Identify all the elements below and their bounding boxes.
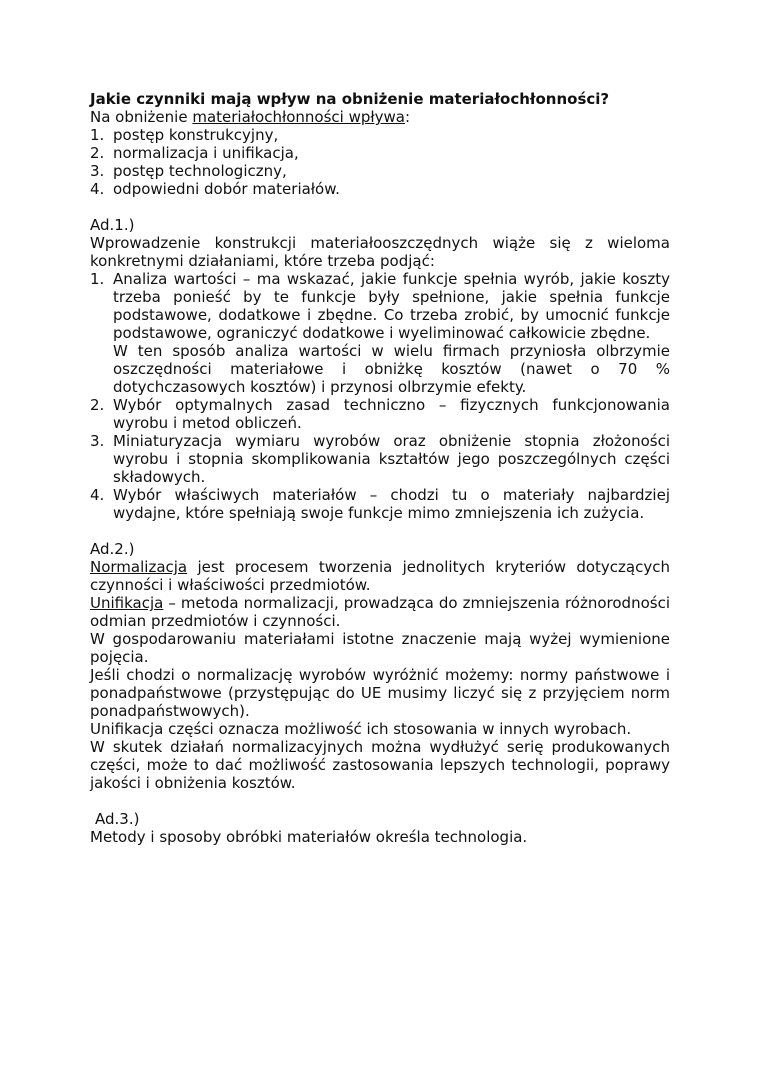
normalizacja-definition: jest procesem tworzenia jednolitych kryteriów dotyczących czynności i właściwości przedmiotów.: [90, 558, 670, 594]
ad1-list: [90, 270, 670, 522]
factor-number: 4.: [90, 180, 105, 198]
ad2-paragraph: Jeśli chodzi o normalizację wyrobów wyróżnić możemy: normy państwowe i ponadpaństwowe (przystępując do UE musimy liczyć się z przyjęciem norm ponadpaństwowych).: [90, 666, 670, 720]
normalizacja-term: Normalizacja: [90, 558, 188, 576]
ad1-item: [90, 270, 670, 396]
ad2-label: Ad.2.): [90, 540, 135, 558]
ad1-item-number: 1.: [90, 270, 105, 288]
ad2-paragraph: W gospodarowaniu materiałami istotne znaczenie mają wyżej wymienione pojęcia.: [90, 630, 670, 666]
spacer: [90, 792, 670, 810]
intro-line: [90, 108, 670, 126]
factor-text: postęp konstrukcyjny,: [113, 126, 279, 144]
factor-text: postęp technologiczny,: [113, 162, 287, 180]
factor-item: [90, 144, 670, 162]
unifikacja-term: Unifikacja: [90, 594, 164, 612]
ad1-item: [90, 432, 670, 486]
intro-before: Na obniżenie: [90, 108, 193, 126]
ad1-item-number: 3.: [90, 432, 105, 450]
factor-item: [90, 162, 670, 180]
intro-underlined: materiałochłonności wpływa: [192, 108, 405, 126]
ad2-unifikacja: [90, 594, 670, 630]
ad1-item-text: Analiza wartości – ma wskazać, jakie funkcje spełnia wyrób, jakie koszty trzeba ponieść by te funkcje były spełnione, jakie spełnia funkcje podstawowe, dodatkowe i zbędne. Co trzeba zrobić, by umocnić funkcje podstawowe, ograniczyć dodatkowe i wyeliminować całkowicie zbędne.: [113, 270, 670, 342]
ad3-text: Metody i sposoby obróbki materiałów określa technologia.: [90, 828, 528, 846]
ad2-paragraph: W skutek działań normalizacyjnych można wydłużyć serię produkowanych części, może to dać możliwość zastosowania lepszych technologii, poprawy jakości i obniżenia kosztów.: [90, 738, 670, 792]
question-heading: Jakie czynniki mają wpływ na obniżenie materiałochłonności?: [90, 90, 610, 108]
ad1-item-number: 4.: [90, 486, 105, 504]
factor-text: normalizacja i unifikacja,: [113, 144, 299, 162]
factors-list: [90, 126, 670, 198]
intro-after: :: [404, 108, 411, 126]
ad1-label: Ad.1.): [90, 216, 135, 234]
factor-text: odpowiedni dobór materiałów.: [113, 180, 340, 198]
ad1-item: [90, 396, 670, 432]
ad1-intro: Wprowadzenie konstrukcji materiałooszczędnych wiąże się z wieloma konkretnymi działaniami, które trzeba podjąć:: [90, 234, 670, 270]
ad1-item-extra: W ten sposób analiza wartości w wielu firmach przyniosła olbrzymie oszczędności materiałowe i obniżkę kosztów (nawet o 70 % dotychczasowych kosztów) i przynosi olbrzymie efekty.: [113, 342, 670, 396]
ad2-normalizacja: [90, 558, 670, 594]
ad3-label: Ad.3.): [95, 810, 140, 828]
spacer: [90, 198, 670, 216]
ad1-item-number: 2.: [90, 396, 105, 414]
unifikacja-definition: – metoda normalizacji, prowadząca do zmniejszenia różnorodności odmian przedmiotów i czynności.: [90, 594, 670, 630]
factor-number: 2.: [90, 144, 105, 162]
ad1-item-text: Wybór optymalnych zasad techniczno – fizycznych funkcjonowania wyrobu i metod obliczeń.: [113, 396, 670, 432]
factor-number: 3.: [90, 162, 105, 180]
factor-item: [90, 126, 670, 144]
ad1-item: [90, 486, 670, 522]
factor-number: 1.: [90, 126, 105, 144]
ad1-item-text: Wybór właściwych materiałów – chodzi tu o materiały najbardziej wydajne, które spełniają swoje funkcje mimo zmniejszenia ich zużycia.: [113, 486, 670, 522]
ad1-item-text: Miniaturyzacja wymiaru wyrobów oraz obniżenie stopnia złożoności wyrobu i stopnia skomplikowania kształtów jego poszczególnych części składowych.: [113, 432, 670, 486]
document-body: [90, 90, 670, 846]
factor-item: [90, 180, 670, 198]
ad2-paragraph: Unifikacja części oznacza możliwość ich stosowania w innych wyrobach.: [90, 720, 632, 738]
spacer: [90, 522, 670, 540]
